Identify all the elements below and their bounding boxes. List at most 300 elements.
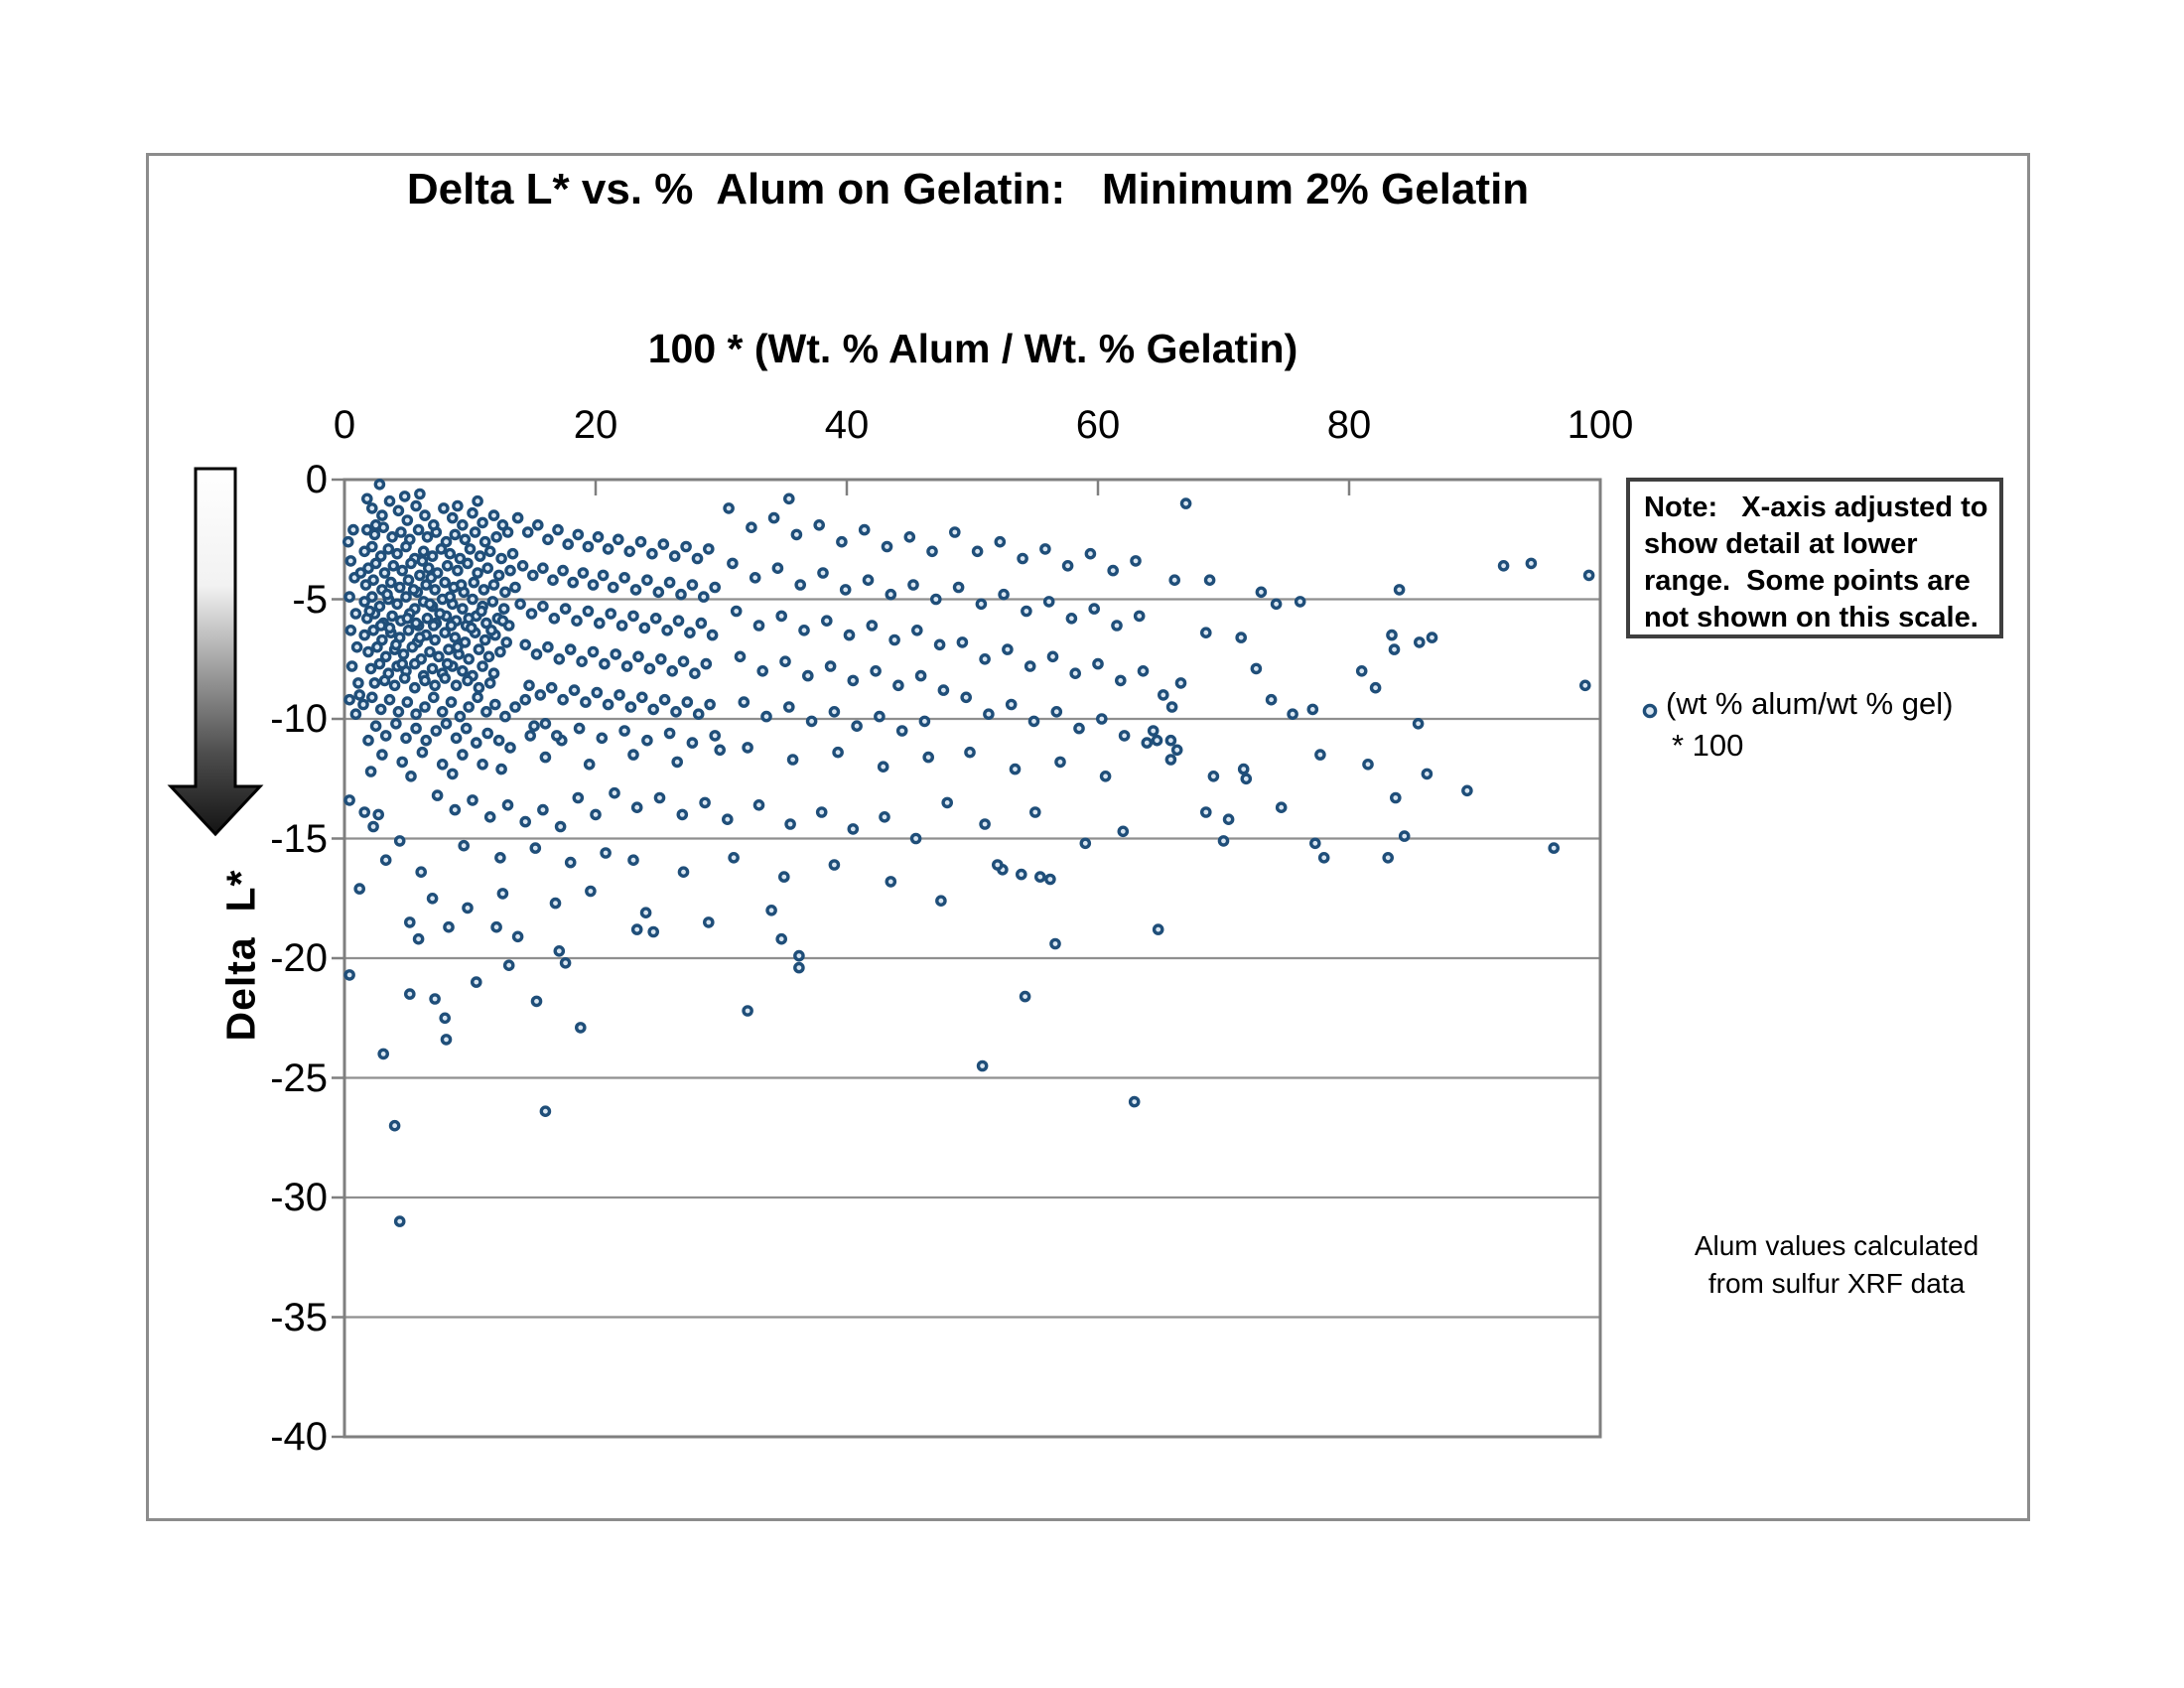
x-tick-label: 20 [573, 403, 618, 447]
scatter-point [729, 559, 737, 567]
scatter-point [1117, 676, 1125, 684]
scatter-point [360, 632, 368, 639]
scatter-point [407, 559, 415, 567]
y-axis-title: Delta L* [217, 869, 264, 1042]
scatter-point [516, 600, 524, 608]
scatter-point [483, 564, 491, 572]
scatter-point [985, 710, 993, 718]
note-line: show detail at lower [1644, 528, 1918, 560]
scatter-point [412, 725, 420, 733]
chart-title: Delta L* vs. % Alum on Gelatin: Minimum 2% Gelatin [406, 165, 1530, 213]
scatter-point [643, 737, 651, 745]
scatter-point [1550, 844, 1558, 852]
scatter-point [679, 657, 687, 665]
scatter-point [496, 647, 504, 655]
scatter-point [1153, 737, 1160, 745]
scatter-point [777, 935, 785, 943]
scatter-point [378, 511, 386, 519]
scatter-point [383, 591, 391, 599]
scatter-point [459, 667, 467, 675]
scatter-point [506, 567, 514, 575]
scatter-point [415, 526, 423, 534]
scatter-point [442, 720, 450, 728]
scatter-point [1268, 696, 1276, 704]
scatter-point [996, 538, 1004, 546]
scatter-point [582, 698, 590, 706]
scatter-point [472, 528, 479, 536]
note-line: not shown on this scale. [1644, 602, 1979, 633]
scatter-point [412, 710, 420, 718]
scatter-point [402, 593, 410, 601]
scatter-point [620, 727, 628, 735]
scatter-point [345, 593, 353, 601]
scatter-point [780, 873, 788, 881]
scatter-point [701, 798, 709, 806]
scatter-point [356, 569, 364, 577]
scatter-point [380, 569, 388, 577]
scatter-point [360, 808, 368, 816]
scatter-point [620, 574, 628, 582]
annotation-line: Alum values calculated [1694, 1230, 1979, 1261]
scatter-point [932, 595, 940, 603]
scatter-point [671, 552, 679, 560]
scatter-point [501, 588, 509, 596]
scatter-point [1423, 770, 1431, 777]
scatter-point [385, 497, 393, 505]
scatter-point [464, 559, 472, 567]
scatter-point [402, 734, 410, 742]
scatter-point [463, 725, 471, 733]
scatter-point [469, 796, 477, 804]
scatter-point [686, 629, 694, 636]
scatter-point [508, 550, 516, 558]
scatter-point [388, 612, 396, 620]
scatter-point [479, 586, 487, 594]
scatter-point [1119, 827, 1127, 835]
scatter-point [421, 703, 429, 711]
scatter-point [1019, 554, 1026, 562]
y-tick-label: -30 [270, 1176, 328, 1219]
scatter-point [418, 749, 426, 757]
scatter-point [364, 647, 372, 655]
scatter-point [496, 854, 504, 862]
scatter-point [1242, 774, 1250, 782]
scatter-point [416, 633, 424, 641]
scatter-point [1396, 586, 1404, 594]
scatter-point [345, 796, 353, 804]
scatter-point [481, 635, 489, 643]
scatter-point [429, 664, 437, 672]
scatter-point [909, 581, 917, 589]
scatter-point [625, 547, 633, 555]
scatter-point [449, 770, 457, 777]
scatter-point [640, 624, 648, 632]
scatter-point [567, 645, 575, 653]
scatter-point [724, 815, 732, 823]
scatter-point [461, 535, 469, 543]
scatter-point [612, 650, 619, 658]
scatter-point [785, 494, 793, 502]
scatter-point [1131, 1098, 1139, 1106]
scatter-point [725, 504, 733, 512]
scatter-point [503, 801, 511, 809]
scatter-point [702, 660, 710, 668]
scatter-point [786, 820, 794, 828]
scatter-point [1004, 645, 1012, 653]
scatter-point [966, 749, 974, 757]
scatter-point [466, 545, 474, 553]
scatter-point [430, 693, 438, 701]
scatter-point [541, 1107, 549, 1115]
scatter-point [375, 481, 383, 489]
scatter-point [464, 904, 472, 912]
scatter-point [1155, 925, 1162, 933]
scatter-point [392, 720, 400, 728]
scatter-point [406, 990, 414, 998]
scatter-point [436, 610, 444, 618]
scatter-point [1071, 669, 1079, 677]
scatter-point [377, 622, 385, 630]
scatter-point [994, 861, 1002, 869]
scatter-point [534, 521, 542, 529]
scatter-point [830, 861, 838, 869]
scatter-point [441, 674, 449, 682]
scatter-point [524, 528, 532, 536]
scatter-point [1102, 773, 1110, 780]
scatter-point [666, 729, 674, 737]
scatter-point [549, 576, 557, 584]
scatter-point [454, 567, 462, 575]
scatter-point [562, 959, 570, 967]
scatter-point [377, 705, 385, 713]
scatter-point [403, 615, 411, 623]
scatter-point [482, 708, 490, 716]
scatter-point [1109, 567, 1117, 575]
scatter-point [615, 691, 623, 699]
scatter-point [773, 564, 781, 572]
scatter-point [1206, 576, 1214, 584]
x-tick-label: 80 [1326, 403, 1372, 447]
scatter-point [781, 657, 789, 665]
scatter-point [1046, 875, 1054, 883]
scatter-point [649, 705, 657, 713]
scatter-point [344, 538, 352, 546]
scatter-point [430, 622, 438, 630]
scatter-point [1132, 557, 1140, 565]
scatter-point [459, 521, 467, 529]
scatter-point [498, 521, 506, 529]
scatter-point [1500, 562, 1508, 570]
scatter-point [363, 494, 371, 502]
scatter-point [447, 622, 455, 630]
scatter-point [557, 822, 565, 830]
scatter-point [359, 700, 367, 708]
scatter-point [666, 579, 674, 587]
scatter-point [688, 581, 696, 589]
scatter-point [374, 810, 382, 818]
scatter-point [1048, 652, 1056, 660]
scatter-point [559, 567, 567, 575]
scatter-point [767, 907, 775, 914]
scatter-point [1056, 758, 1064, 766]
scatter-point [601, 660, 609, 668]
scatter-point [1094, 660, 1102, 668]
scatter-point [1018, 871, 1025, 879]
scatter-point [464, 676, 472, 684]
scatter-point [695, 710, 703, 718]
scatter-point [442, 1036, 450, 1044]
scatter-point [1168, 703, 1176, 711]
scatter-point [677, 591, 685, 599]
scatter-point [379, 1050, 387, 1057]
scatter-point [416, 571, 424, 579]
scatter-point [1209, 773, 1217, 780]
scatter-point [514, 932, 522, 940]
scatter-point [629, 856, 637, 864]
scatter-point [521, 818, 529, 826]
scatter-point [421, 676, 429, 684]
scatter-point [1064, 562, 1072, 570]
scatter-point [404, 576, 412, 584]
scatter-point [1075, 725, 1083, 733]
legend-marker-icon [1636, 697, 1664, 725]
scatter-point [631, 586, 639, 594]
scatter-point [602, 849, 610, 857]
scatter-point [426, 600, 434, 608]
scatter-point [1316, 751, 1324, 759]
scatter-point [1160, 691, 1167, 699]
y-tick-label: -20 [270, 936, 328, 980]
scatter-point [611, 789, 618, 797]
scatter-point [636, 538, 644, 546]
scatter-point [1008, 700, 1016, 708]
scatter-point [673, 758, 681, 766]
scatter-point [977, 600, 985, 608]
scatter-point [683, 698, 691, 706]
scatter-point [1166, 737, 1174, 745]
scatter-point [1384, 854, 1392, 862]
scatter-point [576, 725, 584, 733]
x-axis-title: 100 * (Wt. % Alum / Wt. % Gelatin) [647, 326, 1298, 371]
scatter-point [427, 574, 435, 582]
scatter-point [1029, 717, 1037, 725]
scatter-point [487, 627, 495, 634]
scatter-point [431, 586, 439, 594]
legend-label-line2: * 100 [1672, 728, 1744, 763]
scatter-point [751, 574, 759, 582]
scatter-point [1022, 993, 1029, 1001]
scatter-point [578, 657, 586, 665]
scatter-point [562, 605, 570, 613]
scatter-point [1166, 756, 1174, 764]
scatter-point [744, 1007, 751, 1015]
scatter-point [505, 961, 513, 969]
scatter-point [1252, 664, 1260, 672]
scatter-point [626, 703, 634, 711]
scatter-point [1176, 679, 1184, 687]
scatter-point [541, 720, 549, 728]
scatter-point [693, 554, 701, 562]
scatter-point [1527, 559, 1535, 567]
scatter-point [459, 751, 467, 759]
scatter-point [623, 662, 631, 670]
scatter-point [600, 571, 608, 579]
scatter-point [1170, 576, 1178, 584]
scatter-point [365, 607, 373, 615]
scatter-point [446, 550, 454, 558]
scatter-point [497, 554, 505, 562]
scatter-point [444, 660, 452, 668]
scatter-point [748, 523, 755, 531]
scatter-point [391, 681, 399, 689]
scatter-point [486, 679, 494, 687]
scatter-point [815, 521, 823, 529]
scatter-point [348, 662, 356, 670]
scatter-point [389, 562, 397, 570]
scatter-point [1173, 746, 1181, 754]
scatter-point [1031, 808, 1039, 816]
scatter-point [420, 547, 428, 555]
scatter-point [691, 669, 699, 677]
scatter-point [368, 693, 376, 701]
scatter-point [564, 540, 572, 548]
scatter-point [838, 538, 846, 546]
scatter-point [539, 806, 547, 814]
scatter-point [474, 569, 481, 577]
scatter-point [474, 693, 481, 701]
scatter-point [470, 579, 478, 587]
scatter-point [373, 643, 381, 651]
scatter-point [531, 844, 539, 852]
scatter-point [716, 746, 724, 754]
scatter-point [648, 550, 656, 558]
scatter-point [1278, 803, 1286, 811]
scatter-point [439, 708, 447, 716]
scatter-point [697, 620, 705, 628]
scatter-point [435, 652, 443, 660]
scatter-point [1372, 684, 1380, 692]
scatter-point [521, 696, 529, 704]
scatter-point [367, 664, 375, 672]
scatter-point [398, 567, 406, 575]
scatter-point [532, 650, 540, 658]
scatter-point [346, 627, 354, 634]
scatter-point [789, 756, 797, 764]
scatter-point [394, 506, 402, 514]
scatter-point [453, 681, 461, 689]
scatter-point [614, 535, 622, 543]
scatter-point [849, 676, 857, 684]
scatter-point [364, 737, 372, 745]
scatter-point [429, 895, 437, 903]
scatter-point [1023, 607, 1030, 615]
scatter-point [446, 593, 454, 601]
scatter-point [605, 700, 613, 708]
scatter-point [1358, 667, 1366, 675]
scatter-point [1113, 622, 1121, 630]
scatter-point [492, 533, 500, 541]
scatter-point [554, 526, 562, 534]
scatter-point [437, 545, 445, 553]
scatter-point [1098, 715, 1106, 723]
scatter-point [398, 660, 406, 668]
scatter-point [678, 810, 686, 818]
scatter-point [1000, 591, 1008, 599]
scatter-point [688, 739, 696, 747]
scatter-point [1392, 793, 1400, 801]
scatter-point [495, 737, 503, 745]
scatter-point [469, 595, 477, 603]
scatter-point [404, 627, 412, 634]
scatter-point [426, 647, 434, 655]
scatter-point [586, 761, 594, 769]
scatter-point [440, 504, 448, 512]
scatter-point [872, 667, 880, 675]
scatter-point [459, 605, 467, 613]
scatter-point [1289, 710, 1297, 718]
scatter-point [594, 533, 602, 541]
scatter-point [917, 672, 925, 680]
scatter-point [521, 640, 529, 648]
scatter-point [380, 676, 388, 684]
scatter-point [393, 550, 401, 558]
scatter-point [492, 923, 500, 931]
scatter-point [823, 617, 831, 625]
scatter-point [447, 698, 455, 706]
scatter-point [456, 713, 464, 721]
scatter-point [345, 696, 353, 704]
scatter-point [804, 672, 812, 680]
scatter-point [951, 528, 959, 536]
scatter-point [577, 1024, 585, 1032]
scatter-point [415, 935, 423, 943]
scatter-point [430, 521, 438, 529]
scatter-point [649, 927, 657, 935]
scatter-point [1051, 939, 1059, 947]
scatter-point [445, 923, 453, 931]
scatter-point [411, 684, 419, 692]
scatter-point [397, 528, 405, 536]
scatter-point [417, 868, 425, 876]
scatter-point [539, 564, 547, 572]
scatter-point [368, 593, 376, 601]
scatter-point [382, 856, 390, 864]
scatter-point [536, 691, 544, 699]
scatter-point [924, 754, 932, 762]
scatter-point [519, 562, 527, 570]
scatter-point [913, 627, 921, 634]
scatter-point [574, 530, 582, 538]
scatter-point [553, 732, 561, 740]
scatter-point [465, 655, 473, 663]
scatter-point [655, 793, 663, 801]
scatter-point [827, 662, 835, 670]
scatter-point [468, 624, 476, 632]
scatter-point [668, 667, 676, 675]
annotation-line: from sulfur XRF data [1707, 1268, 1966, 1299]
scatter-point [368, 504, 376, 512]
scatter-point [530, 722, 538, 730]
note-line: Note: X-axis adjusted to [1644, 492, 1988, 523]
note-box [1626, 478, 2003, 638]
scatter-point [473, 978, 480, 986]
scatter-point [391, 1122, 399, 1130]
scatter-point [1463, 786, 1471, 794]
scatter-point [488, 598, 496, 606]
scatter-point [418, 557, 426, 565]
y-tick-label: -10 [270, 697, 328, 741]
scatter-point [525, 681, 533, 689]
